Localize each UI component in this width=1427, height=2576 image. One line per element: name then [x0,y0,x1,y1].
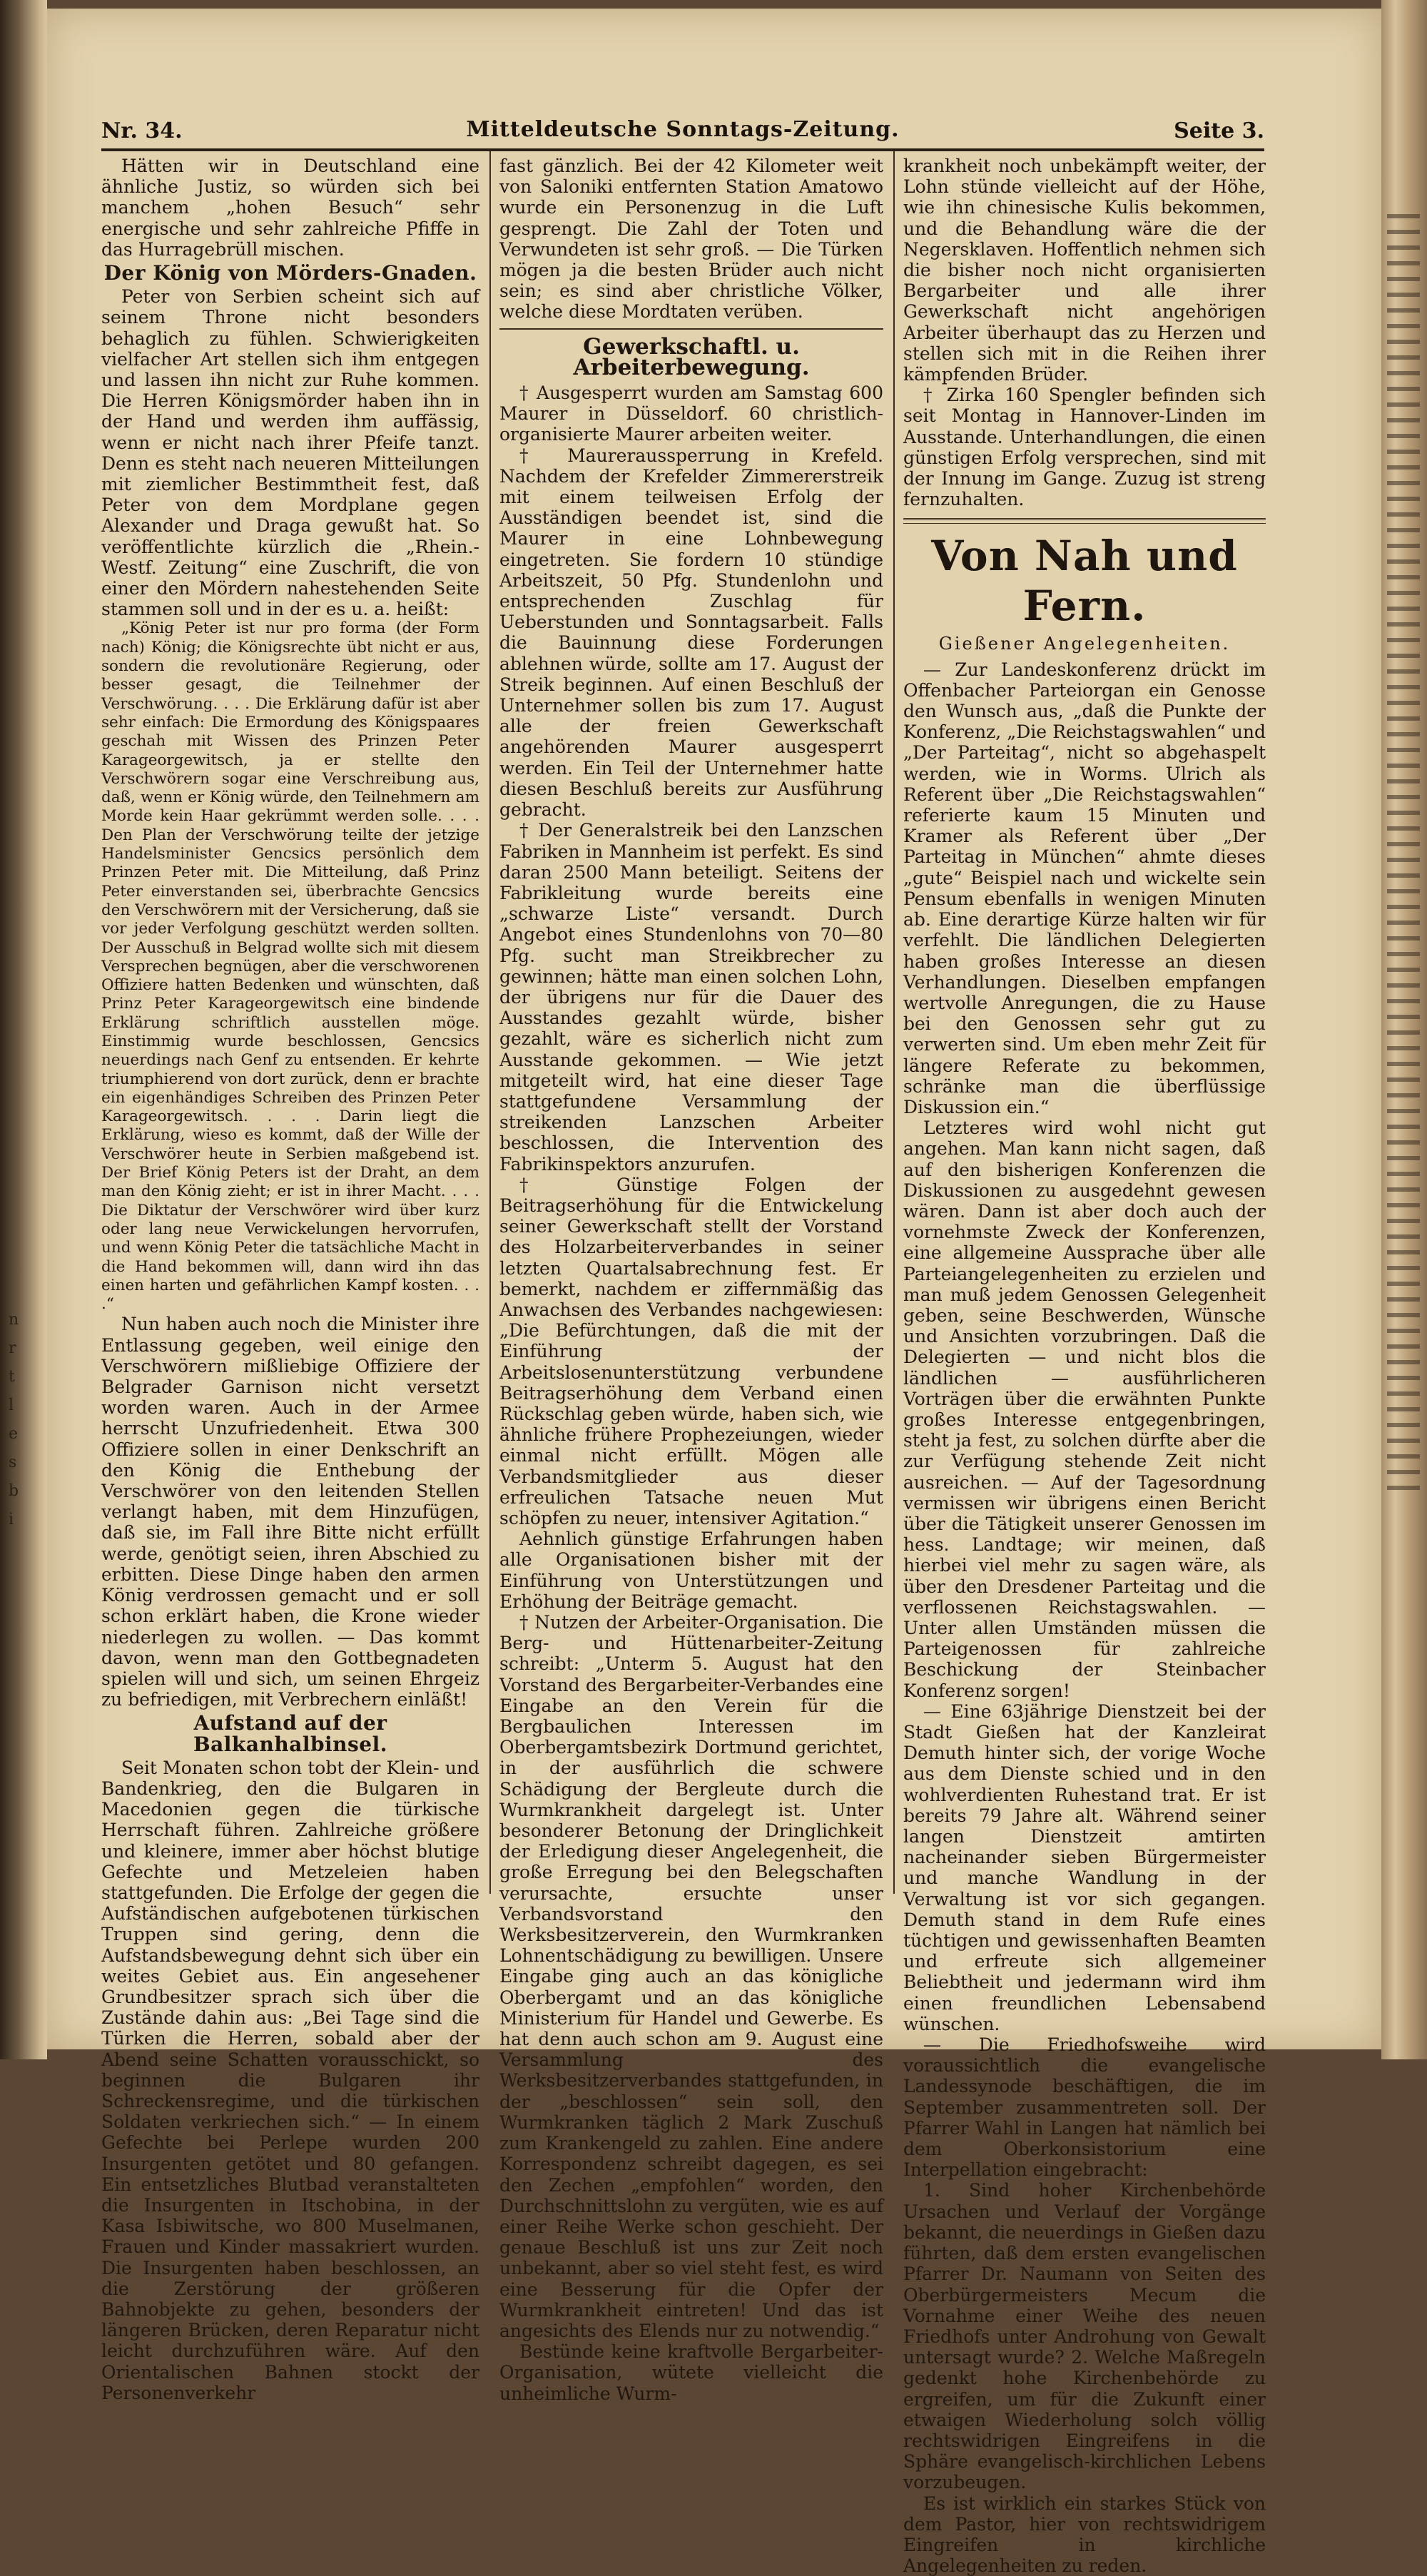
margin-letter: t [9,1368,15,1386]
article-heading: Der König von Mörders-Gnaden. [103,261,477,285]
article-text: krankheit noch unbekämpft weiter, der Lohn stünde vielleicht auf der Höhe, wie ihn chinesische Kulis bekommen, und die Behandlung wäre die der Negersklaven. Hoffentlich nehmen sich die bisher noch nicht organisierten Bergarbeiter und alle ihrer Gewerkschaft nicht angehörigen Arbeiter überhaupt das zu Herzen und stellen sich mit in die Reihen ihrer kämpfenden Brüder. [903,156,1266,385]
news-item: Bestünde keine kraftvolle Bergarbeiter-Organisation, wütete vielleicht die unheimliche Wurm- [499,2341,883,2404]
book-binding [0,0,47,2059]
news-item: † Ausgesperrt wurden am Samstag 600 Maurer in Düsseldorf. 60 christlich-organisierte Maurer arbeiten weiter. [499,382,883,445]
column-3 [903,156,1266,2576]
margin-letter: s [9,1454,17,1471]
news-item: † Günstige Folgen der Beitragserhöhung für die Entwickelung seiner Gewerkschaft stellt der Vorstand des Holzarbeiterverbandes in seiner letzten Quartalsabrechnung fest. Er bemerkt, nachdem er ziffernmäßig das Anwachsen des Verbandes nachgewiesen: „Die Befürchtungen, daß die mit der Einführung der Arbeitslosenunterstützung verbundene Beitragserhöhung dem Verband einen Rückschlag geben würde, haben sich, wie ähnliche frühere Prophezeiungen, wieder einmal nicht erfüllt. Mögen alle Verbandsmitglieder aus dieser erfreulichen Tatsache neuen Mut schöpfen zu neuer, intensiver Agitation.“ [499,1174,883,1528]
article-text: Peter von Serbien scheint sich auf seinem Throne nicht besonders behaglich zu fühlen. Schwierigkeiten vielfacher Art stellen sich ihm entgegen und lassen ihn nicht zur Ruhe kommen. Die Herren Königsmörder haben ihn in der Hand und werden ihm auffässig, wenn er nicht nach ihrer Pfeife tanzt. Denn es steht nach neueren Mitteilungen mit ziemlicher Bestimmtheit fest, daß Peter von dem Mordplane gegen Alexander und Draga gewußt hat. So veröffentlichte kürzlich die „Rhein.-Westf. Zeitung“ eine Zuschrift, die von einer den Mördern nahestehenden Seite stammen soll und in der es u. a. heißt: [101,286,479,620]
article-text: fast gänzlich. Bei der 42 Kilometer weit von Saloniki entfernten Station Amatowo wurde ein Personenzug in die Luft gesprengt. Die Zahl der Toten und Verwundeten ist sehr groß. — Die Türken mögen ja die besten Brüder auch nicht sein; es sind aber christliche Völker, welche diese Mordtaten verüben. [499,156,883,323]
page-header [101,113,1264,148]
news-item: † Nutzen der Arbeiter-Organisation. Die Berg- und Hüttenarbeiter-Zeitung schreibt: „Unterm 5. August hat den Vorstand des Bergarbeiter-Verbandes eine Eingabe an den Verein für die Bergbaulichen Interessen im Oberbergamtsbezirk Dortmund gerichtet, in der ausführlich die schwere Schädigung der Bergleute durch die Wurmkrankheit dargelegt ist. Unter besonderer Betonung der Dringlichkeit der Erledigung dieser Angelegenheit, die große Erregung bei den Belegschaften verursachte, ersuchte unser Verbandsvorstand den Werksbesitzerverein, den Wurmkranken Lohnentschädigung zu bewilligen. Unsere Eingabe ging auch an das königliche Oberbergamt und an das königliche Ministerium für Handel und Gewerbe. Es hat denn auch schon am 9. August eine Versammlung des Werksbesitzerverbandes stattgefunden, in der „beschlossen“ sein soll, den Wurmkranken täglich 2 Mark Zuschuß zum Krankengeld zu zahlen. Eine andere Korrespondenz schreibt dagegen, es sei den Zechen „empfohlen“ worden, den Durchschnittslohn zu vergüten, wie es auf einer Reihe Werke schon geschieht. Der genaue Beschluß ist uns zur Zeit noch unbekannt, aber so viel steht fest, es wird eine Besserung für die Opfer der Wurmkrankheit eintreten! Und das ist angesichts des Elends nur zu notwendig.“ [499,1612,883,2341]
page-number: Seite 3. [1174,118,1264,143]
margin-letter: n [9,1311,19,1329]
margin-letter: l [9,1396,14,1414]
news-item: † Maureraussperrung in Krefeld. Nachdem der Krefelder Zimmererstreik mit einem teilweisen Erfolg der Ausständigen beendet ist, sind die Maurer in eine Lohnbewegung eingetreten. Sie fordern 10 stündige Arbeitszeit, 50 Pfg. Stundenlohn und entsprechenden Zuschlag für Ueberstunden und Sonntagsarbeit. Falls die Bauinnung diese Forderungen ablehnen würde, sollte am 17. August der Streik beginnen. Auf einen Beschluß der Unternehmer sollen bis zum 17. August alle der freien Gewerkschaft angehörenden Maurer ausgesperrt werden. Ein Teil der Unternehmer hatte diesen Beschluß bereits zur Ausführung gebracht. [499,445,883,821]
margin-letter: b [9,1482,19,1500]
section-rule [903,518,1266,524]
column-2 [499,156,883,2404]
quoted-text: „König Peter ist nur pro forma (der Form nach) König; die Königsrechte übt nicht er aus, sondern die revolutionäre Regierung, oder besser gesagt, die Teilnehmer der Verschwörung. . . . Die Erklärung dafür ist aber sehr einfach: Die Ermordung des Königspaares geschah mit Wissen des Prinzen Peter Karageorgewitsch, ja er stellte den Verschwörern sogar eine Verschreibung aus, daß, wenn er König würde, den Teilnehmern am Morde kein Haar gekrümmt werden solle. . . . Den Plan der Verschwörung teilte der jetzige Handelsminister Gencsics persönlich dem Prinzen Peter mit. Die Mitteilung, daß Prinz Peter einverstanden sei, überbrachte Gencsics den Verschwörern mit der Versicherung, daß sie vor jeder Verfolgung geschützt werden sollten. Der Ausschuß in Belgrad wollte sich mit diesem Versprechen begnügen, aber die verschworenen Offiziere hatten Bedenken und wünschten, daß Prinz Peter Karageorgewitsch eine bindende Erklärung schriftlich ausstellen möge. Einstimmig wurde beschlossen, Gencsics neuerdings nach Genf zu entsenden. Er kehrte triumphierend von dort zurück, denn er brachte ein eigenhändiges Schreiben des Prinzen Peter Karageorgewitsch. . . . Darin liegt die Erklärung, wieso es kommt, daß der Wille der Verschwörer heute in Serbien maßgebend ist. Der Brief König Peters ist der Draht, an dem man den König zieht; er ist in ihrer Macht. . . . Die Diktatur der Verschwörer wird über kurz oder lang neue Verwickelungen hervorrufen, und wenn König Peter die tatsächliche Macht in die Hand bekommen will, dann wird ihn das einen harten und gefährlichen Kampf kosten. . . .“ [101,619,479,1314]
column-divider [489,151,491,1894]
news-item: Es ist wirklich ein starkes Stück von dem Pastor, hier von rechtswidrigem Eingreifen in kirchliche Angelegenheiten zu reden. [903,2493,1266,2576]
section-heading: Von Nah und Fern. [931,532,1238,631]
header-rule [101,148,1264,151]
left-margin-bleed [9,1306,37,1534]
article-text: Nun haben auch noch die Minister ihre Entlassung gegeben, weil einige den Verschwörern mißliebige Offiziere der Belgrader Garnison nicht versetzt worden waren. Auch in der Armee herrscht Unzufriedenheit. Etwa 300 Offiziere sollen in einer Denkschrift an den König die Enthebung der Verschwörer von den leitenden Stellen verlangt haben, mit dem Hinzufügen, daß sie, im Fall ihre Bitte nicht erfüllt werde, genötigt seien, ihren Abschied zu erbitten. Diese Dinge haben den armen König verdrossen gemacht und er soll schon erklärt haben, die Krone wieder niederlegen zu wollen. — Das kommt davon, wenn man den Gottbegnadeten spielen will und sich, um seinen Ehrgeiz zu befriedigen, mit Verbrechern einläßt! [101,1314,479,1710]
article-text: Seit Monaten schon tobt der Klein- und Bandenkrieg, den die Bulgaren in Macedonien gegen die türkische Herrschaft führen. Zahlreiche größere und kleinere, immer aber höchst blutige Gefechte und Metzeleien haben stattgefunden. Die Erfolge der gegen die Aufständischen aufgebotenen türkischen Truppen sind gering, denn die Aufstandsbewegung dehnt sich über ein weites Gebiet aus. Ein angesehener Grundbesitzer sprach sich über die Zustände dahin aus: „Bei Tage sind die Türken die Herren, sobald aber der Abend seine Schatten vorausschickt, so beginnen die Bulgaren ihr Schreckensregime, und die türkischen Soldaten verkriechen sich.“ — In einem Gefechte bei Perlepe wurden 200 Insurgenten getötet und 80 gefangen. Ein entsetzliches Blutbad veranstalteten die Insurgenten in Itschobina, in der Kasa Isbiwitsche, wo 800 Muselmanen, Frauen und Kinder massakriert wurden. Die Insurgenten haben beschlossen, an die Zerstörung der größeren Bahnobjekte zu gehen, besonders der längeren Brücken, deren Reparatur nicht leicht durchzuführen wäre. Auf den Orientalischen Bahnen stockt der Personenverkehr [101,1757,479,2403]
news-item: 1. Sind hoher Kirchenbehörde Ursachen und Verlauf der Vorgänge bekannt, die neuerdings in Gießen dazu führten, daß dem ersten evangelischen Pfarrer Dr. Naumann von Seiten des Oberbürgermeisters Mecum die Vornahme einer Weihe des neuen Friedhofs unter Androhung von Gewalt untersagt wurde? 2. Welche Maßregeln gedenkt hohe Kirchenbehörde zu ergreifen, um für die Zukunft einer etwaigen Wiederholung solch völlig rechtswidrigen Eingreifens in die Sphäre evangelisch-kirchlichen Lebens vorzubeugen. [903,2180,1266,2493]
news-item: Letzteres wird wohl nicht gut angehen. Man kann nicht sagen, daß auf den bisherigen Konferenzen die Diskussionen zu ausgedehnt gewesen wären. Dann ist aber doch auch der vornehmste Zweck der Konferenzen, eine allgemeine Aussprache über alle Parteiangelegenheiten zu erzielen und man muß jedem Genossen Gelegenheit geben, seine Beschwerden, Wünsche und Ansichten vorzubringen. Daß die Delegierten — und nicht blos die ländlichen — ausführlicheren Vorträgen über die erwähnten Punkte großes Interesse entgegenbringen, steht ja fest, zu solchen dürfte aber die zur Verfügung stehende Zeit nicht ausreichen. — Auf der Tagesordnung vermissen wir übrigens einen Bericht über die Tätigkeit unserer Genossen im hess. Landtage; wir meinen, daß hierbei viel mehr zu sagen wäre, als über den Dresdener Parteitag und die verflossenen Reichstagswahlen. — Unter allen Umständen müssen die Parteigenossen für zahlreiche Beschickung der Steinbacher Konferenz sorgen! [903,1117,1266,1701]
issue-number: Nr. 34. [101,118,183,143]
news-item: † Der Generalstreik bei den Lanzschen Fabriken in Mannheim ist perfekt. Es sind daran 2500 Mann beteiligt. Seitens der Fabrikleitung wurde bereits eine „schwarze Liste“ versandt. Durch Angebot eines Stundenlohns von 70—80 Pfg. sucht man Streikbrecher zu gewinnen; hätte man einen solchen Lohn, der übrigens nur für die Dauer des Ausstandes gezahlt würde, bisher gezahlt, wäre es sicherlich nicht zum Ausstande gekommen. — Wie jetzt mitgeteilt wird, hat eine dieser Tage stattgefundene Versammlung der streikenden Lanzschen Arbeiter beschlossen, die Intervention des Fabrikinspektors anzurufen. [499,820,883,1175]
column-divider [893,151,895,1894]
page-edge-marks [1387,214,1420,1499]
news-item: † Zirka 160 Spengler befinden sich seit Montag in Hannover-Linden im Ausstande. Unterhandlungen, die einen günstigen Erfolg versprechen, sind mit der Innung im Gange. Zuzug ist streng fernzuhalten. [903,385,1266,510]
margin-letter: i [9,1511,14,1528]
news-item: — Eine 63jährige Dienstzeit bei der Stadt Gießen hat der Kanzleirat Demuth hinter sich, der vorige Woche aus dem Dienste schied und in den wohlverdienten Ruhestand trat. Er ist bereits 79 Jahre alt. Während seiner langen Dienstzeit amtirten nacheinander sieben Bürgermeister und manche Wandlung in der Verwaltung ist vor sich gegangen. Demuth stand in dem Rufe eines tüchtigen und gewissenhaften Beamten und erfreute sich allgemeiner Beliebtheit und jedermann wird ihm einen freundlichen Lebensabend wünschen. [903,1700,1266,2034]
subsection-heading: Gießener Angelegenheiten. [938,634,1231,654]
news-item: — Zur Landeskonferenz drückt im Offenbacher Parteiorgan ein Genosse den Wunsch aus, „daß die Punkte der Konferenz, „Die Reichstagswahlen“ und „Der Parteitag“, nicht so abgehaspelt werden, wie in Worms. Ulrich als Referent über „Die Reichstagswahlen“ referierte kaum 15 Minuten und Kramer als Referent über „Der Parteitag in München“ ahmte dieses „gute“ Beispiel nach und wickelte sein Pensum ebenfalls in wenigen Minuten ab. Eine derartige Kürze halten wir für verfehlt. Die ländlichen Delegierten haben großes Interesse an diesen Verhandlungen. Dieselben empfangen wertvolle Anregungen, die zu Hause bei den Genossen sehr gut zu verwerten sind. Um eben mehr Zeit für längere Referate zu bekommen, schränke man die überflüssige Diskussion ein.“ [903,659,1266,1117]
section-rule [499,328,883,330]
news-item: — Die Friedhofsweihe wird voraussichtlich die evangelische Landessynode beschäftigen, die im September zusammentreten soll. Der Pfarrer Wahl in Langen hat nämlich bei dem Oberkonsistorium eine Interpellation eingebracht: [903,2034,1266,2181]
margin-letter: r [9,1339,16,1357]
column-1 [101,156,479,2403]
news-item: Aehnlich günstige Erfahrungen haben alle Organisationen bisher mit der Einführung von Unterstützungen und Erhöhung der Beiträge gemacht. [499,1528,883,1612]
section-heading: Gewerkschaftl. u. Arbeiterbewegung. [573,333,810,380]
newspaper-title: Mitteldeutsche Sonntags-Zeitung. [466,117,900,142]
margin-letter: e [9,1425,19,1443]
article-text: Hätten wir in Deutschland eine ähnliche Justiz, so würden sich bei manchem „hohen Besuch“ sehr energische und sehr zahlreiche Pfiffe in das Hurragebrüll mischen. [101,156,479,260]
article-heading: Aufstand auf der Balkanhalbinsel. [193,1711,388,1756]
